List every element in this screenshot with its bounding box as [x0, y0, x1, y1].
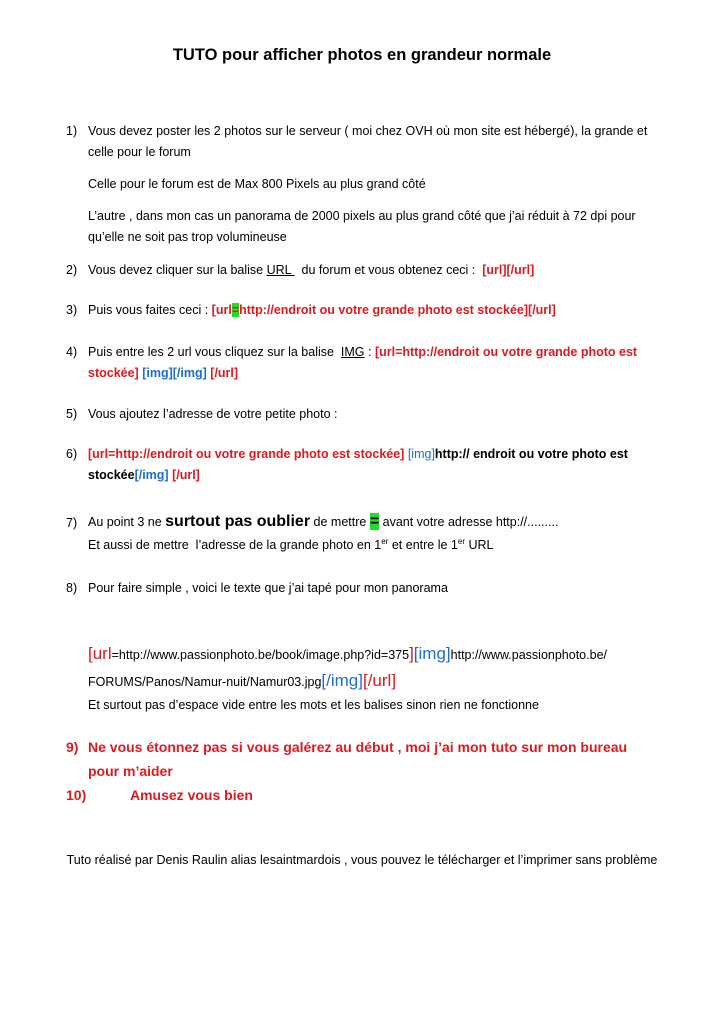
item-7-line-2: [88, 535, 698, 556]
item-6: [88, 444, 688, 486]
item-1-paragraph-3-line-1: L’autre , dans mon cas un panorama de 2000 pixels au plus grand côté que j’ai réduit à 72 dpi pour: [88, 209, 636, 223]
item-2: [88, 260, 534, 281]
item-1-paragraph-3: [88, 206, 688, 248]
item-5-number: 5): [66, 407, 78, 421]
item-6-line-1: [88, 444, 688, 465]
item-4-line-2: [88, 363, 688, 384]
item-7-text-a: Au point 3 ne: [88, 515, 166, 529]
item-7-equals-highlight: =: [369, 513, 380, 530]
example-note: Et surtout pas d’espace vide entre les mots et les balises sinon rien ne fonctionne: [88, 698, 539, 712]
example-url-value: =http://www.passionphoto.be/book/image.php?id=375: [111, 648, 410, 662]
item-1-paragraph-3-line-2: qu’elle ne soit pas trop volumineuse: [88, 230, 287, 244]
item-7-text-f: Et aussi de mettre l’adresse de la grande photo en 1: [88, 538, 382, 552]
item-9-number: 9): [66, 739, 79, 755]
item-2-number: 2): [66, 263, 78, 277]
item-6-img-close: [/img]: [134, 468, 169, 482]
example-line-2: [88, 668, 698, 695]
item-2-text-a: Vous devez cliquer sur la balise: [88, 263, 267, 277]
item-6-img-open: [img]: [407, 447, 435, 461]
img-tag-label: IMG: [340, 345, 365, 359]
item-3-code-b: http://endroit ou votre grande photo est stockée][/url]: [239, 303, 556, 317]
item-7-text-j: URL: [465, 538, 494, 552]
example-img-value-b: FORUMS/Panos/Namur-nuit/Namur03.jpg: [88, 675, 322, 689]
item-4: [88, 342, 688, 384]
item-6-line-2: [88, 465, 688, 486]
item-9: [88, 735, 708, 783]
item-2-code: [url][/url]: [482, 263, 535, 277]
item-7: [88, 509, 698, 556]
item-9-line-2: pour m’aider: [88, 763, 173, 779]
item-7-number: 7): [66, 516, 78, 530]
footer-credit: Tuto réalisé par Denis Raulin alias lesaintmardois , vous pouvez le télécharger et l’imprimer sans problème: [66, 853, 658, 867]
item-4-code-a: [url=http://endroit ou votre grande photo est: [374, 345, 638, 359]
item-9-line-1: Ne vous étonnez pas si vous galérez au début , moi j’ai mon tuto sur mon bureau: [88, 739, 628, 755]
item-4-img-tags: [img][/img]: [142, 366, 207, 380]
item-7-text-h: et entre le 1: [388, 538, 458, 552]
example-bracket-close: ]: [409, 644, 414, 663]
item-5: Vous ajoutez l’adresse de votre petite photo :: [88, 407, 338, 421]
item-10-number: 10): [66, 787, 87, 803]
item-7-line-1: [88, 509, 698, 535]
item-4-text-c: :: [364, 345, 375, 359]
example-url-close: [/url]: [362, 671, 397, 690]
item-4-text-a: Puis entre les 2 url vous cliquez sur la balise: [88, 345, 341, 359]
item-7-emphasis: surtout pas oublier: [165, 513, 311, 530]
item-1-paragraph-2: Celle pour le forum est de Max 800 Pixels au plus grand côté: [88, 177, 426, 191]
item-6-number: 6): [66, 447, 78, 461]
item-7-text-c: de mettre: [310, 515, 370, 529]
item-6-code-a: [url=http://endroit ou votre grande photo est stockée]: [88, 447, 405, 461]
example-img-open: [img]: [413, 644, 451, 663]
item-1: [88, 121, 688, 163]
example-line-1: [88, 641, 698, 668]
example-img-value-a: http://www.passionphoto.be/: [450, 648, 607, 662]
item-6-url-close: [/url]: [172, 468, 200, 482]
item-3: [88, 300, 556, 321]
item-10: Amusez vous bien: [130, 787, 253, 803]
item-3-text-a: Puis vous faites ceci :: [88, 303, 212, 317]
item-4-url-close: [/url]: [210, 366, 239, 380]
page-title: TUTO pour afficher photos en grandeur normale: [172, 46, 552, 64]
example-img-close: [/img]: [321, 671, 363, 690]
item-3-number: 3): [66, 303, 78, 317]
item-1-number: 1): [66, 124, 78, 138]
item-6-code-b: http:// endroit ou votre photo est: [434, 447, 628, 461]
item-6-code-c: stockée: [88, 468, 135, 482]
item-4-code-b: stockée]: [88, 366, 139, 380]
item-3-code-a: [url: [211, 303, 232, 317]
item-7-sup-2: er: [457, 536, 465, 546]
item-1-line-2: celle pour le forum: [88, 145, 191, 159]
item-1-line-1: Vous devez poster les 2 photos sur le serveur ( moi chez OVH où mon site est hébergé), la grande et: [88, 124, 648, 138]
item-4-number: 4): [66, 345, 78, 359]
url-tag-label: URL: [266, 263, 295, 277]
item-3-equals-highlight: =: [231, 303, 240, 317]
example-block: [88, 641, 698, 716]
item-4-line-1: [88, 342, 688, 363]
item-7-text-e: avant votre adresse http://.........: [379, 515, 559, 529]
example-url-open: [url: [88, 644, 112, 663]
item-8: Pour faire simple , voici le texte que j’ai tapé pour mon panorama: [88, 581, 448, 595]
item-2-text-c: du forum et vous obtenez ceci :: [294, 263, 483, 277]
item-7-sup-1: er: [381, 536, 389, 546]
item-8-number: 8): [66, 581, 78, 595]
